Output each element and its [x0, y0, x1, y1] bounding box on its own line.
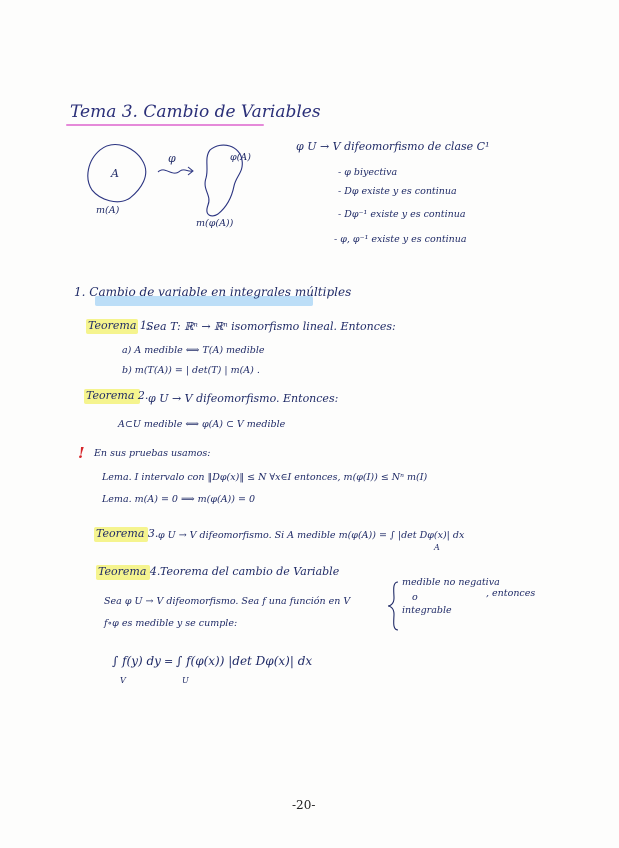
definition-item-3: - Dφ⁻¹ existe y es continua — [338, 209, 466, 220]
teorema4-opt-or: o — [412, 592, 418, 603]
phi-arrow — [158, 170, 192, 173]
formula-left-sub: V — [120, 676, 126, 685]
section-heading: 1. Cambio de variable en integrales múltiples — [74, 285, 352, 299]
lema2: Lema. m(A) = 0 ⟹ m(φ(A)) = 0 — [102, 494, 256, 505]
brace — [388, 582, 398, 630]
lema1: Lema. I intervalo con ‖Dφ(x)‖ ≤ N ∀x∈I entonces, m(φ(I)) ≤ Nⁿ m(I) — [102, 472, 428, 483]
teorema2-label: Teorema 2. — [86, 389, 149, 402]
teorema4-line2: f∘φ es medible y se cumple: — [104, 618, 238, 629]
teorema1-a: a) A medible ⟺ T(A) medible — [122, 345, 265, 356]
teorema4-opt1: medible no negativa — [402, 577, 500, 588]
phi-a-label: φ(A) — [230, 152, 251, 163]
teorema1-b: b) m(T(A)) = | det(T) | m(A) . — [122, 365, 260, 376]
page-number: -20- — [292, 798, 316, 812]
teorema4-opt2: integrable — [402, 605, 452, 616]
teorema3-sub: A — [434, 543, 440, 552]
definition-item-1: - φ biyectiva — [338, 167, 398, 178]
teorema1-label: Teorema 1. — [88, 319, 151, 332]
teorema4-label: Teorema 4. — [98, 565, 161, 578]
definition-item-2: - Dφ existe y es continua — [338, 186, 457, 197]
set-a-label: A — [111, 167, 119, 180]
teorema3-text: φ U → V difeomorfismo. Si A medible m(φ(A)) = ∫ |det Dφ(x)| dx — [158, 530, 465, 541]
m-a-label: m(A) — [96, 205, 120, 216]
formula-right: ∫ f(φ(x)) |det Dφ(x)| dx — [176, 654, 313, 668]
teorema4-then: , entonces — [486, 588, 536, 599]
definition-item-4: - φ, φ⁻¹ existe y es continua — [334, 234, 467, 245]
teorema2-line: A⊂U medible ⟺ φ(A) ⊂ V medible — [118, 419, 286, 430]
teorema4-title: Teorema del cambio de Variable — [160, 565, 340, 578]
note-head: En sus pruebas usamos: — [94, 448, 211, 459]
phi-label: φ — [168, 152, 176, 165]
teorema1-text: Sea T: ℝⁿ → ℝⁿ isomorfismo lineal. Entonces: — [146, 320, 396, 333]
formula-right-sub: U — [182, 676, 189, 685]
teorema3-label: Teorema 3. — [96, 527, 159, 540]
teorema4-line1: Sea φ U → V difeomorfismo. Sea f una función en V — [104, 596, 351, 607]
warning-mark: ! — [78, 444, 85, 462]
page-title: Tema 3. Cambio de Variables — [70, 102, 321, 122]
teorema2-text: φ U → V difeomorfismo. Entonces: — [148, 392, 339, 405]
definition-head: φ U → V difeomorfismo de clase C¹ — [296, 140, 490, 153]
formula-left: ∫ f(y) dy — [112, 654, 161, 668]
formula-eq: = — [164, 655, 174, 668]
m-phi-a-label: m(φ(A)) — [196, 218, 234, 229]
